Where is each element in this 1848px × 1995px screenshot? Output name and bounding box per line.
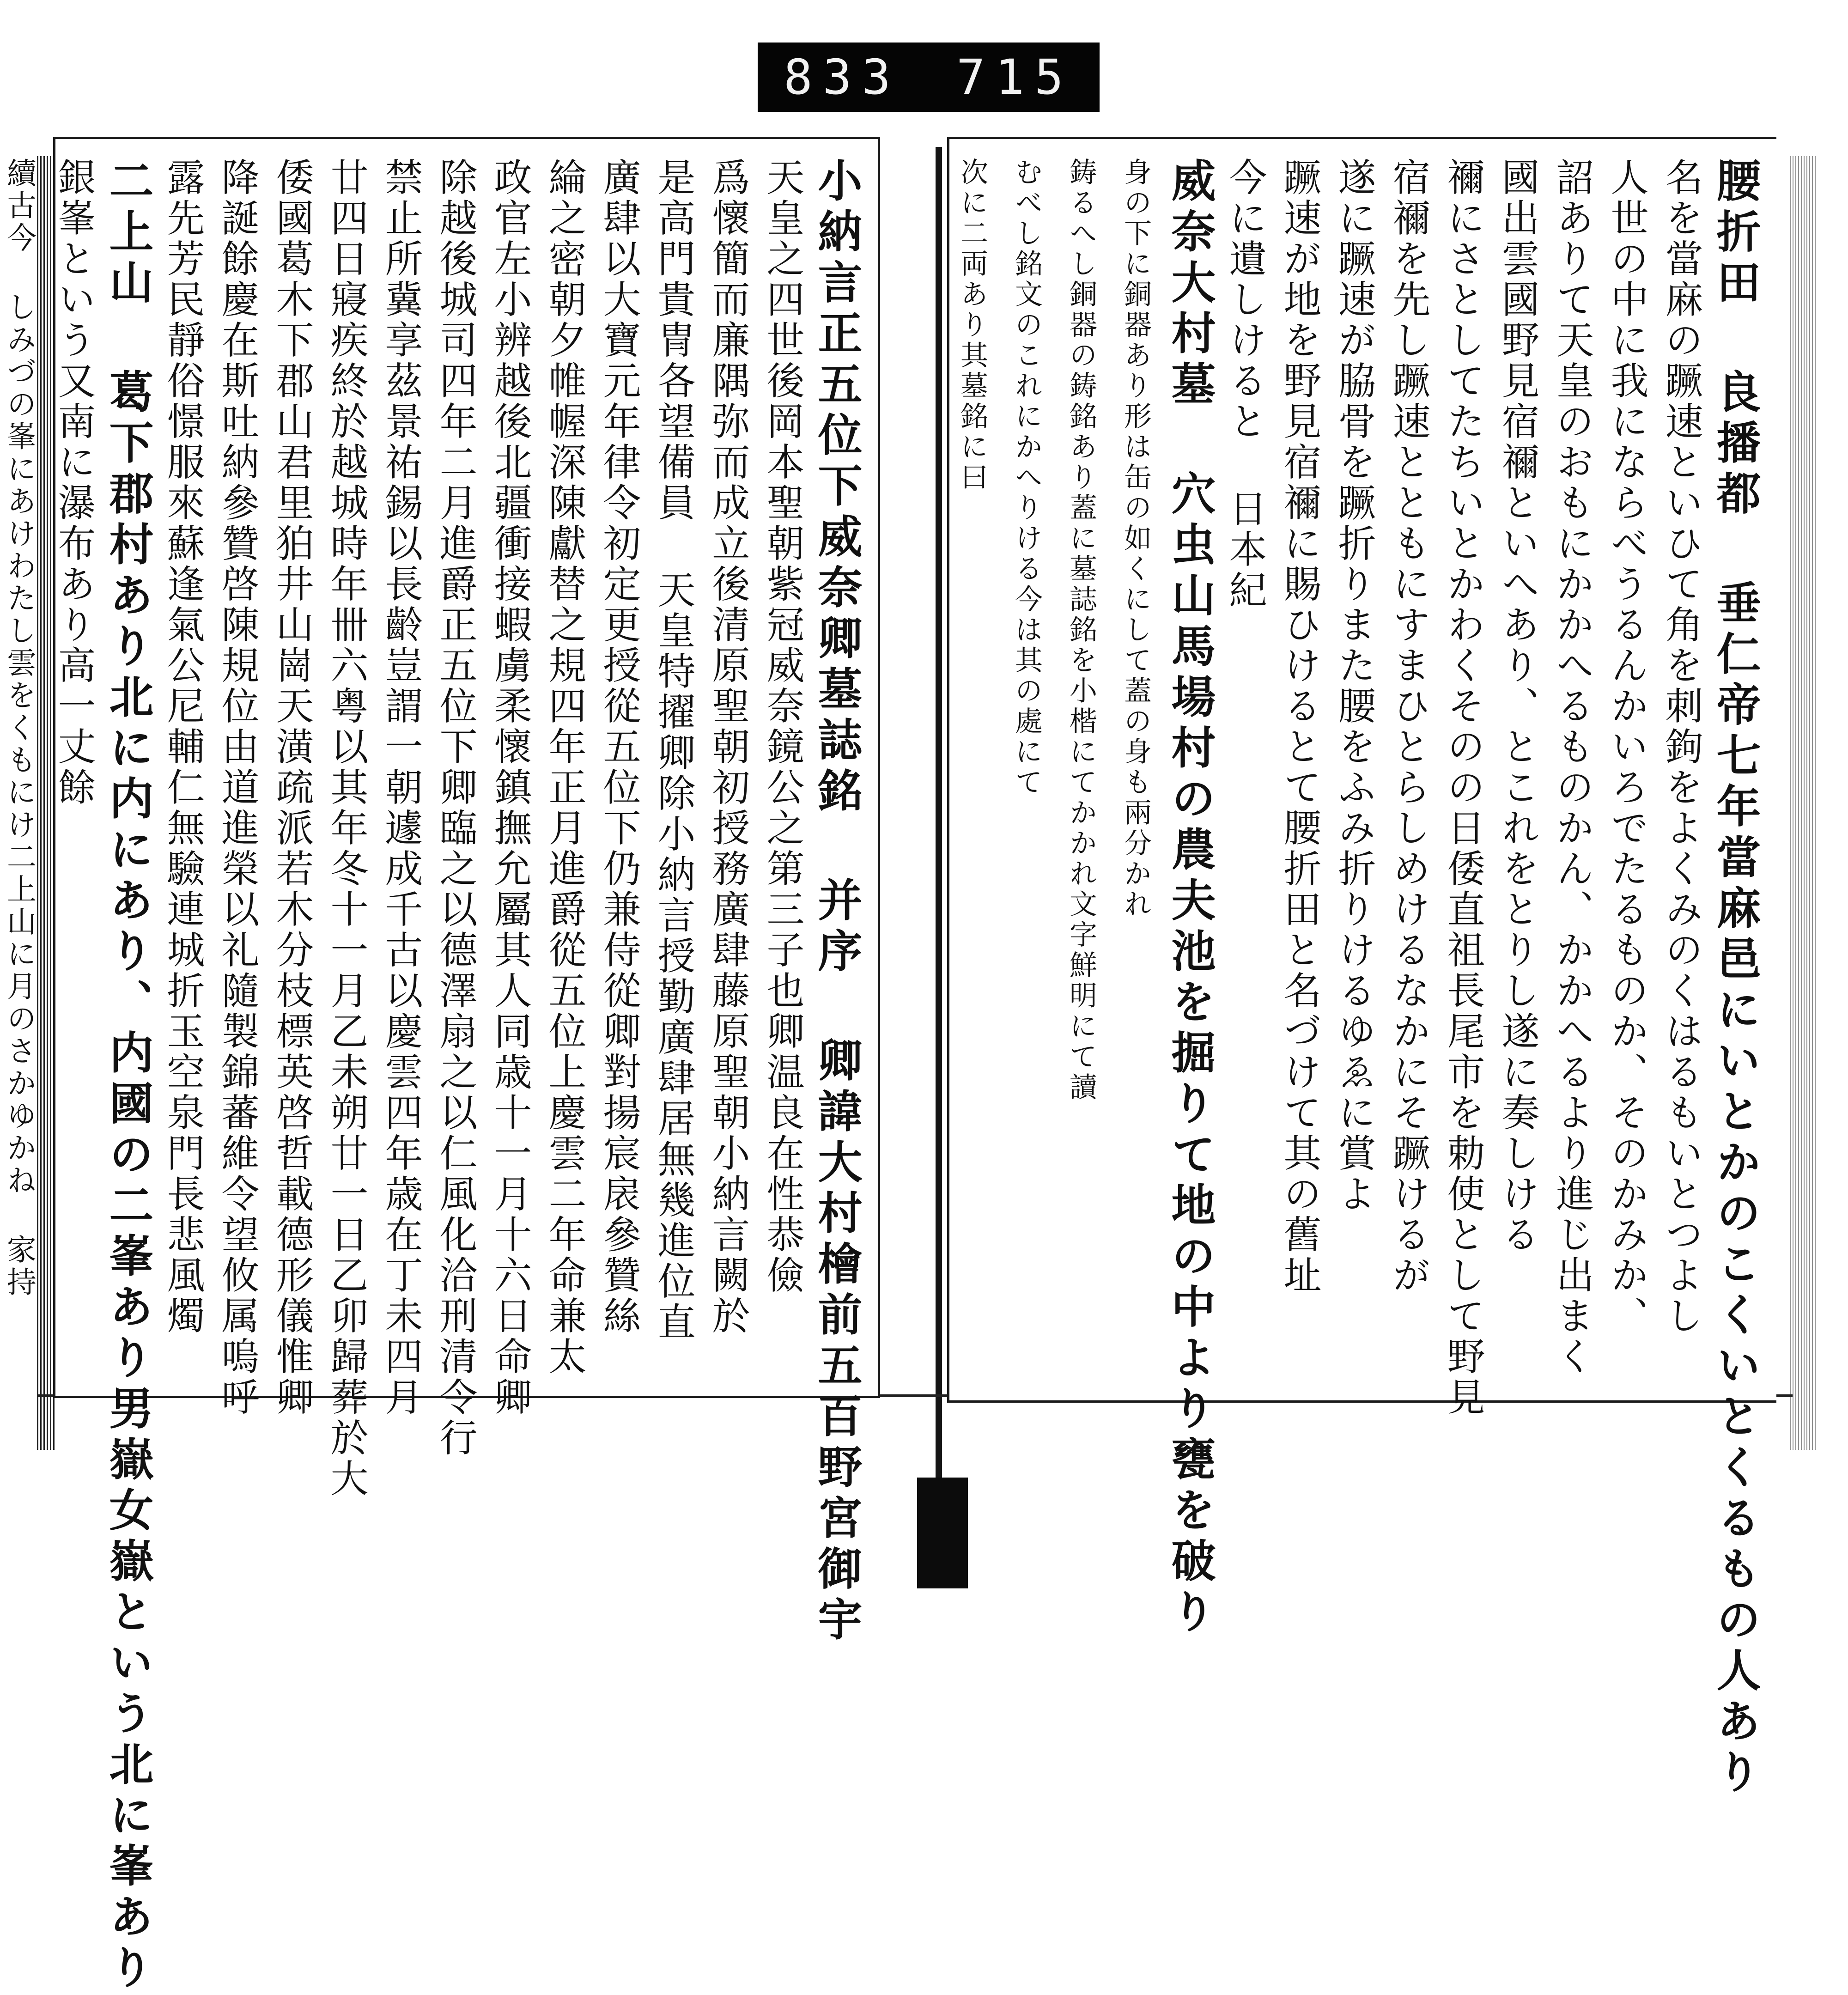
- right-page: [947, 137, 1776, 1800]
- heading-column: 二上山 葛下郡村あり北に内にあり、内國の二峯あり男嶽女嶽という北に峯あり: [102, 158, 154, 1995]
- text-column: 鋳るへし銅器の鋳銘あり蓋に墓誌銘を小楷にてかかれ文字鮮明にて讀: [1065, 158, 1097, 1103]
- left-page-text: [2, 158, 864, 1995]
- epitaph-title-column: 小納言正五位下威奈卿墓誌銘 并序 卿諱大村檜前五百野宮御宇: [811, 158, 863, 1647]
- text-column: 天皇之四世後岡本聖朝紫冠威奈鏡公之第三子也卿温良在性恭儉: [760, 158, 804, 1296]
- reference-number-left: 833: [784, 49, 901, 105]
- text-column: 今に遺しけると 日本紀: [1223, 158, 1267, 611]
- right-page-text: [956, 158, 1763, 1800]
- page-edges-right: [1788, 156, 1816, 1450]
- text-column: 名を當麻の蹶速といひて角を刺鉤をよくみのくはるもいとつよし: [1659, 158, 1703, 1337]
- text-column: 降誕餘慶在斯吐納參贊啓陳規位由道進榮以礼隨製錦蕃維令望攸属嗚呼: [215, 158, 259, 1418]
- text-column: 蹶速が地を野見宿禰に賜ひけるとて腰折田と名づけて其の舊址: [1277, 158, 1321, 1296]
- text-column: 銀峯という又南に瀑布あり高一丈餘: [52, 158, 96, 808]
- heading-column: 威奈大村墓 穴虫山馬場村の農夫池を掘りて地の中より甕を破り: [1164, 158, 1216, 1639]
- spine-binding-tab: [917, 1478, 968, 1588]
- book-spine: [936, 147, 942, 1579]
- text-column: 人世の中に我にならべうるんかいろでたるものか、そのかみか、: [1605, 158, 1648, 1337]
- text-column: 詔ありて天皇のおもにかかへるものかん、かかへるより進じ出まく: [1550, 158, 1594, 1377]
- text-column: 禰にさとしてたちいとかわくそのの日倭直祖長尾市を勅使として野見: [1441, 158, 1485, 1418]
- text-column: 綸之密朝夕帷幄深陳獻替之規四年正月進爵從五位上慶雲二年命兼太: [542, 158, 586, 1377]
- text-column: 露先芳民靜俗憬服來蘇逢氣公尼輔仁無驗連城折玉空泉門長悲風燭: [161, 158, 205, 1337]
- text-column: 是高門貴冑各望備員 天皇特擢卿除小納言授勤廣肆居無幾進位直: [651, 158, 695, 1343]
- text-column: 除越後城司四年二月進爵正五位下卿臨之以德澤扇之以仁風化洽刑清令行: [433, 158, 477, 1459]
- heading-column: 腰折田 良播都 垂仁帝七年當麻邑にいとかのこくいとくるもの人あり: [1709, 158, 1762, 1800]
- reference-number-label: [758, 43, 1100, 112]
- text-column: 廿四日寢疾終於越城時年卌六粤以其年冬十一月乙未朔廿一日乙卯歸葬於大: [324, 158, 368, 1499]
- poem-column: 續古今 しみづの峯にあけわたし雲をくもにけ二上山に月のさかゆかね 家持: [2, 158, 36, 1299]
- text-column: 禁止所冀享茲景祐錫以長齡豈謂一朝遽成千古以慶雲四年歳在丁未四月: [379, 158, 423, 1418]
- text-column: 次に二両あり其墓銘に曰: [956, 158, 988, 493]
- text-column: 身の下に銅器あり形は缶の如くにして蓋の身も兩分かれ: [1119, 158, 1152, 920]
- reference-number-right: 715: [956, 49, 1074, 105]
- text-column: 爲懷簡而廉隅弥而成立後清原聖朝初授務廣肆藤原聖朝小納言闕於: [706, 158, 750, 1337]
- text-column: 倭國葛木下郡山君里狛井山崗天潢疏派若木分枝標英啓哲載德形儀惟卿: [270, 158, 314, 1418]
- text-column: 宿禰を先し蹶速とともにすまひとらしめけるなかにそ蹶けるが: [1386, 158, 1430, 1296]
- left-page: [2, 137, 880, 1995]
- text-column: 遂に蹶速が脇骨を蹶折りまた腰をふみ折りけるゆゑに賞よ: [1332, 158, 1376, 1215]
- text-column: むべし銘文のこれにかへりける今は其の處にて: [1010, 158, 1043, 798]
- text-column: 廣肆以大寶元年律令初定更授從五位下仍兼侍從卿對揚宸扆參贊絲: [597, 158, 641, 1337]
- text-column: 國出雲國野見宿禰といへあり、とこれをとりし遂に奏しける: [1495, 158, 1539, 1255]
- text-column: 政官左小辨越後北疆衝接蝦虜柔懷鎮撫允屬其人同歳十一月十六日命卿: [488, 158, 532, 1418]
